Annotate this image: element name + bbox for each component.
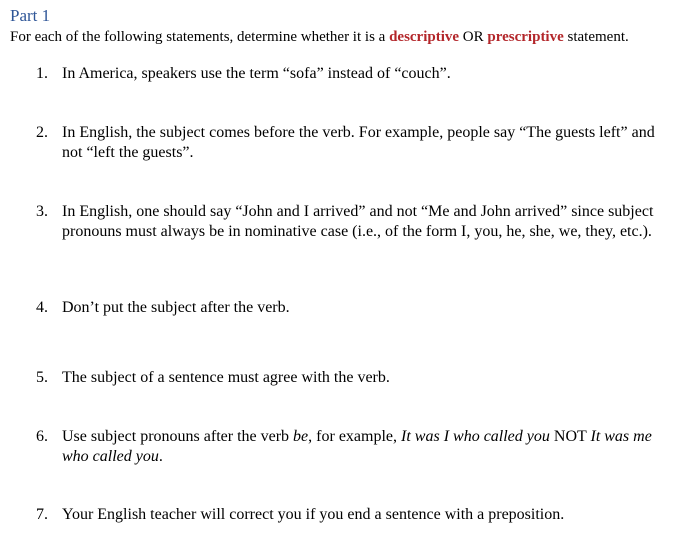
statement-5	[36, 368, 676, 388]
instructions-text-or: OR	[459, 29, 488, 45]
statement-number: 5.	[36, 369, 48, 386]
statement-3	[36, 202, 676, 242]
statement-6-example-correct: It was I who called you	[401, 428, 550, 445]
statement-text	[62, 427, 676, 467]
instructions-text-start: For each of the following statements, determine whether it is a	[10, 29, 390, 45]
statement-6-example-incorrect: It was me who called you	[62, 428, 652, 465]
instructions-text-end: statement.	[563, 29, 629, 45]
statement-6	[36, 427, 676, 467]
statement-text: The subject of a sentence must agree with the verb.	[62, 369, 390, 386]
statement-6-part-3: , for example,	[308, 428, 402, 445]
statement-text: In English, the subject comes before the verb. For example, people say “The guests left” and not “left the guests”.	[62, 124, 655, 161]
statement-text: Don’t put the subject after the verb.	[62, 299, 290, 316]
statement-number: 6.	[36, 428, 48, 445]
statement-2	[36, 123, 676, 163]
statement-number: 2.	[36, 124, 48, 141]
statement-text: Your English teacher will correct you if you end a sentence with a preposition.	[62, 506, 565, 523]
statement-number: 4.	[36, 299, 48, 316]
statement-7	[36, 505, 676, 525]
part-title: Part 1	[10, 6, 51, 25]
statement-number: 7.	[36, 506, 48, 523]
statement-1	[36, 64, 676, 84]
statement-4	[36, 298, 676, 318]
keyword-descriptive: descriptive	[389, 29, 460, 45]
keyword-prescriptive: prescriptive	[487, 29, 564, 45]
statement-number: 3.	[36, 203, 48, 220]
instructions	[10, 28, 629, 46]
statement-6-not: NOT	[549, 428, 591, 445]
statement-6-end: .	[158, 448, 163, 465]
statement-number: 1.	[36, 65, 48, 82]
statement-text: In English, one should say “John and I arrived” and not “Me and John arrived” since subject pronouns must always be in nominative case (i.e., of the form I, you, he, she, we, they, etc.).	[62, 203, 654, 240]
statement-6-verb-be: be	[293, 428, 309, 445]
statement-text: In America, speakers use the term “sofa” instead of “couch”.	[62, 65, 451, 82]
statement-6-part-1: Use subject pronouns after the verb	[62, 428, 294, 445]
